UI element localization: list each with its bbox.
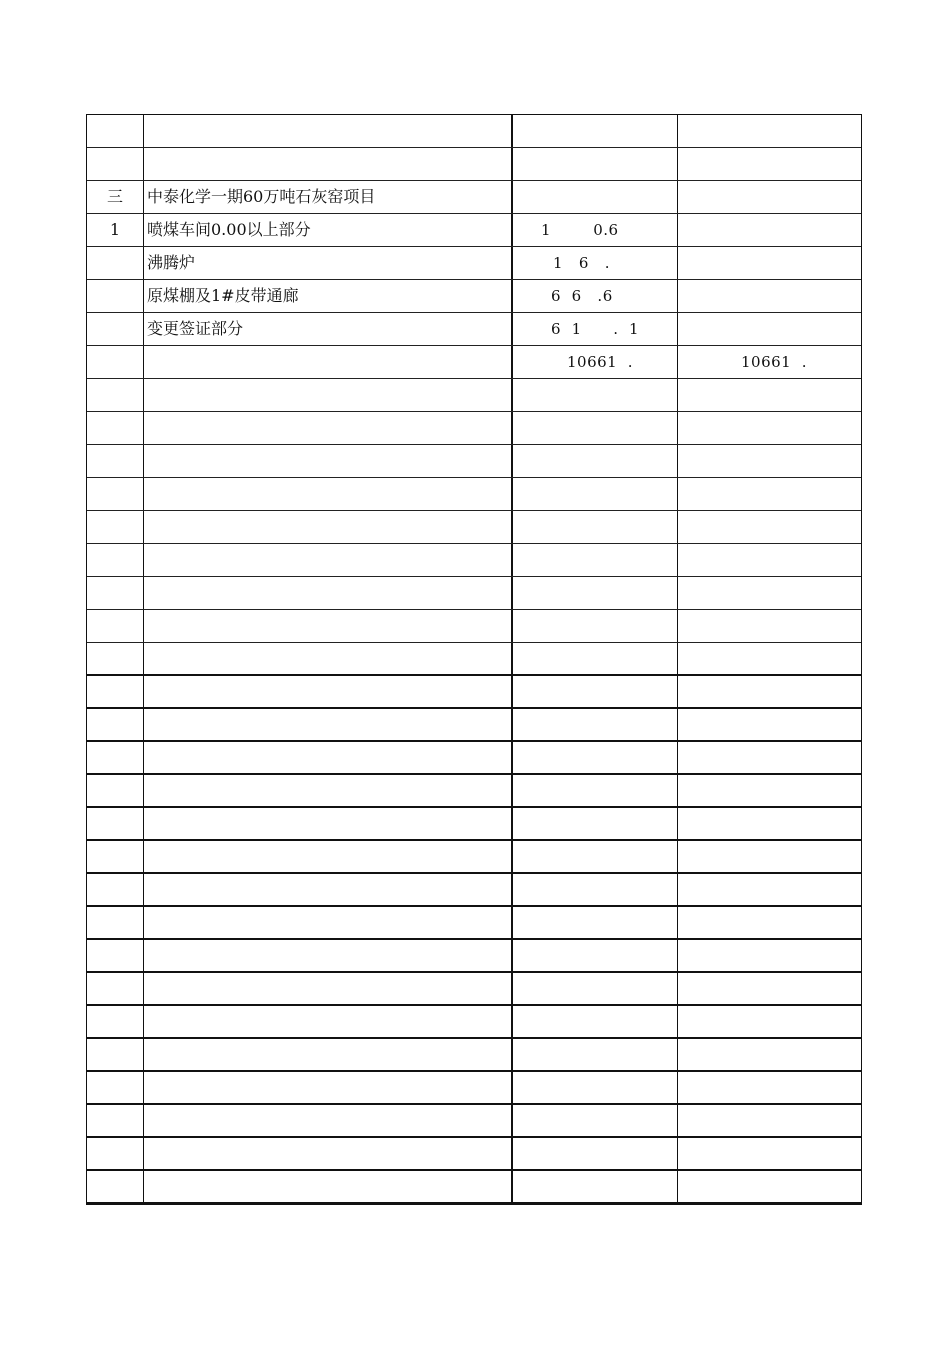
table-row — [87, 181, 861, 214]
table-row — [87, 808, 861, 841]
item-name: 喷煤车间0.00以上部分 — [147, 220, 311, 239]
table-row — [87, 709, 861, 742]
row-number — [87, 313, 143, 345]
item-name: 沸腾炉 — [147, 253, 196, 272]
value-col-1: 6 6 .6 — [551, 287, 613, 305]
table-row — [87, 775, 861, 808]
row-number — [87, 115, 143, 147]
table-row — [87, 841, 861, 874]
table-row — [87, 577, 861, 610]
table-row — [87, 379, 861, 412]
item-name: 中泰化学一期60万吨石灰窑项目 — [147, 187, 376, 206]
table-row — [87, 610, 861, 643]
table-row — [87, 874, 861, 907]
table-row — [87, 1105, 861, 1138]
value-col-2: 10661 . — [741, 353, 808, 371]
row-number — [87, 280, 143, 312]
summary-table — [86, 114, 862, 1205]
row-number — [87, 148, 143, 180]
table-row — [87, 676, 861, 709]
table-row — [87, 445, 861, 478]
table-row — [87, 544, 861, 577]
table-row — [87, 478, 861, 511]
table-row — [87, 115, 861, 148]
row-number — [87, 346, 143, 378]
table-row — [87, 247, 861, 280]
table-row — [87, 412, 861, 445]
row-number — [87, 247, 143, 279]
table-row — [87, 511, 861, 544]
value-col-1: 6 1 . 1 — [551, 320, 640, 338]
table-row — [87, 1138, 861, 1171]
table-row — [87, 973, 861, 1006]
row-number: 三 — [106, 187, 123, 206]
table-row — [87, 1006, 861, 1039]
row-number: 1 — [109, 220, 121, 239]
table-row — [87, 940, 861, 973]
table-row — [87, 1039, 861, 1072]
value-col-1: 10661 . — [567, 353, 634, 371]
table-row — [87, 313, 861, 346]
table-row — [87, 742, 861, 775]
item-name: 变更签证部分 — [147, 319, 244, 338]
table-row — [87, 907, 861, 940]
value-col-1: 1 6 . — [553, 254, 610, 272]
table-row — [87, 1072, 861, 1105]
table-row — [87, 214, 861, 247]
table-row — [87, 148, 861, 181]
value-col-1: 1 0.6 — [541, 221, 619, 239]
item-name: 原煤棚及1#皮带通廊 — [147, 286, 299, 305]
table-row — [87, 346, 861, 379]
table-row — [87, 1171, 861, 1204]
table-row — [87, 643, 861, 676]
table-row — [87, 280, 861, 313]
